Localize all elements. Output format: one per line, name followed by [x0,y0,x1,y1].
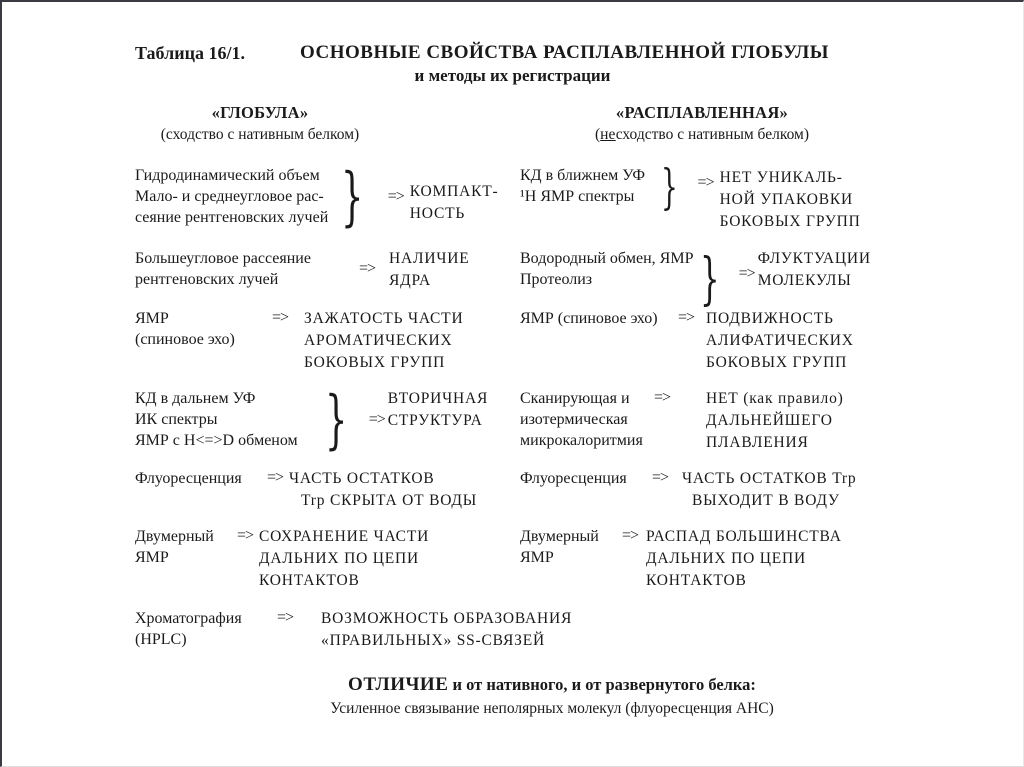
table-row [135,383,489,457]
result-cell [389,248,469,292]
implies-arrow: => [272,309,289,326]
result-cell [646,526,842,592]
result-line: Trp СКРЫТА ОТ ВОДЫ [301,492,478,509]
table-row [520,388,844,454]
result-line: БОКОВЫХ ГРУПП [706,354,848,371]
result-line: ЧАСТЬ ОСТАТКОВ [289,470,435,487]
result-line: КОМПАКТ- [409,183,499,200]
method-cell [135,308,266,350]
method-line: КД в дальнем УФ [135,390,256,407]
method-line: (HPLC) [135,631,187,648]
result-line: ФЛУКТУАЦИИ [757,250,871,267]
footer-note [78,674,1024,718]
method-line: ИК спектры [135,411,218,428]
method-line: рентгеновских лучей [135,271,279,288]
result-cell [410,181,499,225]
method-cell [135,248,353,290]
result-line: ДАЛЬНИХ ПО ЦЕПИ [259,550,419,567]
page-subtitle: и методы их регистрации [414,66,611,85]
result-line: ЧАСТЬ ОСТАТКОВ Trp [682,470,857,487]
underlined-prefix: не [600,126,616,143]
table-row [135,608,572,652]
table-row [135,526,429,592]
result-cell [720,167,861,233]
table-row [520,247,871,312]
result-cell [289,468,477,512]
implies-arrow: => [237,527,254,544]
method-line: Флуоресценция [135,470,242,487]
implies-arrow: => [697,174,714,191]
method-line: Хроматография [135,610,242,627]
method-cell [135,388,325,451]
result-line: ДАЛЬНЕЙШЕГО [706,412,833,429]
method-line: Большеугловое рассеяние [135,250,311,267]
method-line: изотермическая [520,411,628,428]
method-cell [520,526,616,568]
method-line: Флуоресценция [520,470,627,487]
result-line: НОЙ УПАКОВКИ [719,191,854,208]
result-line: ПОДВИЖНОСТЬ [706,310,834,327]
table-row [520,159,861,233]
table-row [520,526,842,592]
table-number-label: Таблица 16/1. [135,43,245,63]
footer-line2: Усиленное связывание неполярных молекул (флуоресценция АНС) [330,700,774,717]
method-line: ЯМР [135,549,169,566]
result-cell [321,608,572,652]
subtitle-rest: сходство с нативным белком) [615,126,810,143]
right-column-header [552,103,852,144]
method-line: микрокалоритмия [520,432,643,449]
method-line: ЯМР [520,549,554,566]
table-row [135,308,463,374]
brace-glyph: } [661,159,678,215]
implies-arrow: => [267,469,284,486]
result-line: МОЛЕКУЛЫ [757,272,852,289]
result-line: НЕТ (как правило) [706,390,844,407]
method-cell [520,165,661,207]
implies-arrow: => [738,265,755,282]
result-line: КОНТАКТОВ [646,572,747,589]
left-column-subtitle: (сходство с нативным белком) [160,126,360,143]
method-cell [135,165,341,228]
method-line: Мало- и среднеугловое рас- [135,188,324,205]
brace-glyph: } [325,383,348,457]
footer-line1-rest: и от нативного, и от развернутого белка: [448,675,756,694]
method-cell [135,468,261,489]
table-row [135,468,477,512]
method-line: ¹H ЯМР спектры [520,188,635,205]
method-line: сеяние рентгеновских лучей [135,209,329,226]
implies-arrow: => [622,527,639,544]
table-row [135,248,469,292]
implies-arrow: => [368,411,385,428]
method-line: Двумерный [520,528,599,545]
result-line: НАЛИЧИЕ [389,250,470,267]
result-line: БОКОВЫХ ГРУПП [304,354,446,371]
method-cell [520,388,648,451]
method-line: Гидродинамический объем [135,167,320,184]
result-cell [682,468,856,512]
result-line: «ПРАВИЛЬНЫХ» SS-СВЯЗЕЙ [321,632,545,649]
method-cell [135,526,231,568]
method-line: Сканирующая и [520,390,630,407]
method-line: Водородный обмен, ЯМР [520,250,694,267]
method-cell [520,248,700,290]
result-line: НЕТ УНИКАЛЬ- [719,169,843,186]
result-line: ПЛАВЛЕНИЯ [706,434,809,451]
result-line: РАСПАД БОЛЬШИНСТВА [646,528,842,545]
result-line: ДАЛЬНИХ ПО ЦЕПИ [646,550,806,567]
result-cell [304,308,463,374]
page-title: ОСНОВНЫЕ СВОЙСТВА РАСПЛАВЛЕННОЙ ГЛОБУЛЫ [300,42,829,63]
method-line: ЯМР [135,310,169,327]
brace-glyph: } [700,247,720,312]
result-cell [388,388,488,432]
method-line: (спиновое эхо) [135,331,235,348]
implies-arrow: => [387,188,404,205]
paren: ( [594,126,601,143]
method-line: ЯМР (спиновое эхо) [520,310,658,327]
result-line: ВОЗМОЖНОСТЬ ОБРАЗОВАНИЯ [321,610,573,627]
result-line: СОХРАНЕНИЕ ЧАСТИ [259,528,430,545]
result-line: ВЫХОДИТ В ВОДУ [692,492,840,509]
result-line: НОСТЬ [409,205,466,222]
result-cell [706,388,844,454]
left-column-header [130,103,390,144]
method-cell [520,308,672,329]
right-column-subtitle [552,126,852,144]
footer-emphasis: ОТЛИЧИЕ [348,674,449,695]
implies-arrow: => [678,309,695,326]
result-line: АЛИФАТИЧЕСКИХ [706,332,854,349]
result-cell [758,248,871,292]
result-line: БОКОВЫХ ГРУПП [719,213,861,230]
method-line: ЯМР с H<=>D обменом [135,432,298,449]
method-cell [135,608,271,650]
method-line: КД в ближнем УФ [520,167,646,184]
left-column-title: «ГЛОБУЛА» [211,103,309,122]
table-row [135,160,499,234]
implies-arrow: => [654,389,671,406]
method-line: Двумерный [135,528,214,545]
result-line: СТРУКТУРА [387,412,483,429]
result-line: АРОМАТИЧЕСКИХ [304,332,453,349]
footer-line1 [78,674,1024,696]
result-line: КОНТАКТОВ [259,572,360,589]
result-line: ВТОРИЧНАЯ [387,390,489,407]
method-cell [520,468,646,489]
result-cell [259,526,429,592]
result-cell [706,308,854,374]
right-column-title: «РАСПЛАВЛЕННАЯ» [615,103,789,122]
implies-arrow: => [652,469,669,486]
implies-arrow: => [359,260,376,277]
implies-arrow: => [277,609,294,626]
method-line: Протеолиз [520,271,593,288]
result-line: ЗАЖАТОСТЬ ЧАСТИ [304,310,464,327]
table-row [520,468,856,512]
result-line: ЯДРА [389,272,431,289]
brace-glyph: } [341,160,364,234]
table-row [520,308,854,374]
